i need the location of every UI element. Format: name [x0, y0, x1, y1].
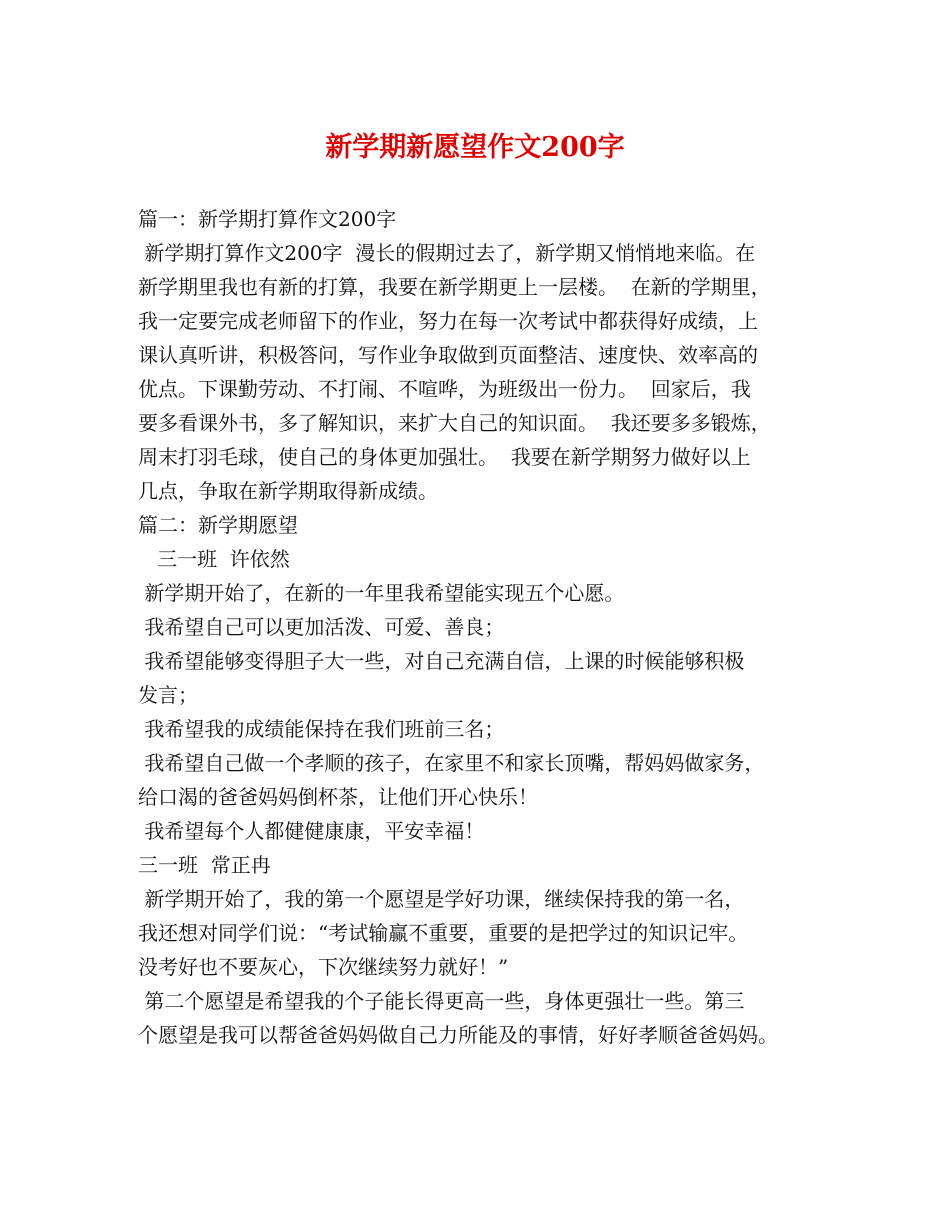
text-line: 新学期里我也有新的打算，我要在新学期更上一层楼。 在新的学期里，: [138, 275, 771, 299]
text-line: 新学期打算作文200字 漫长的假期过去了，新学期又悄悄地来临。在: [138, 241, 756, 265]
text-line: 发言；: [138, 683, 198, 707]
text-line: 课认真听讲，积极答问，写作业争取做到页面整洁、速度快、效率高的: [138, 343, 758, 367]
author-line: 三一班 许依然: [138, 547, 290, 571]
text-line: 没考好也不要灰心，下次继续努力就好！”: [138, 955, 509, 979]
section-heading: 篇二：新学期愿望: [138, 513, 298, 537]
text-line: 我一定要完成老师留下的作业，努力在每一次考试中都获得好成绩，上: [138, 309, 758, 333]
author-line: 三一班 常正冉: [138, 853, 271, 877]
text-line: 我还想对同学们说：“考试输赢不重要，重要的是把学过的知识记牢。: [138, 921, 749, 945]
text-line: 篇一：新学期打算作文200字: [138, 207, 397, 231]
document-body: [138, 202, 822, 1052]
text-line: 我希望每个人都健健康康，平安幸福！: [138, 819, 485, 843]
text-line: 我希望能够变得胆子大一些，对自己充满自信，上课的时候能够积极: [138, 649, 745, 673]
page-title: 新学期新愿望作文200字: [325, 132, 625, 163]
text-line: 新学期开始了，我的第一个愿望是学好功课，继续保持我的第一名，: [138, 887, 745, 911]
text-line: 第二个愿望是希望我的个子能长得更高一些，身体更强壮一些。第三: [138, 989, 745, 1013]
text-line: 优点。下课勤劳动、不打闹、不喧哗，为班级出一份力。 回家后，我: [138, 377, 751, 401]
text-line: 新学期开始了，在新的一年里我希望能实现五个心愿。: [138, 581, 625, 605]
text-line: 要多看课外书，多了解知识，来扩大自己的知识面。 我还要多多锻炼，: [138, 411, 771, 435]
text-line: 周末打羽毛球，使自己的身体更加强壮。 我要在新学期努力做好以上: [138, 445, 751, 469]
text-line: 我希望自己做一个孝顺的孩子，在家里不和家长顶嘴，帮妈妈做家务，: [138, 751, 765, 775]
text-line: 给口渴的爸爸妈妈倒杯茶，让他们开心快乐！: [138, 785, 538, 809]
text-line: 我希望我的成绩能保持在我们班前三名；: [138, 717, 505, 741]
text-line: 个愿望是我可以帮爸爸妈妈做自己力所能及的事情，好好孝顺爸爸妈妈。: [138, 1023, 778, 1047]
text-line: 几点，争取在新学期取得新成绩。: [138, 479, 438, 503]
text-line: 我希望自己可以更加活泼、可爱、善良；: [138, 615, 505, 639]
